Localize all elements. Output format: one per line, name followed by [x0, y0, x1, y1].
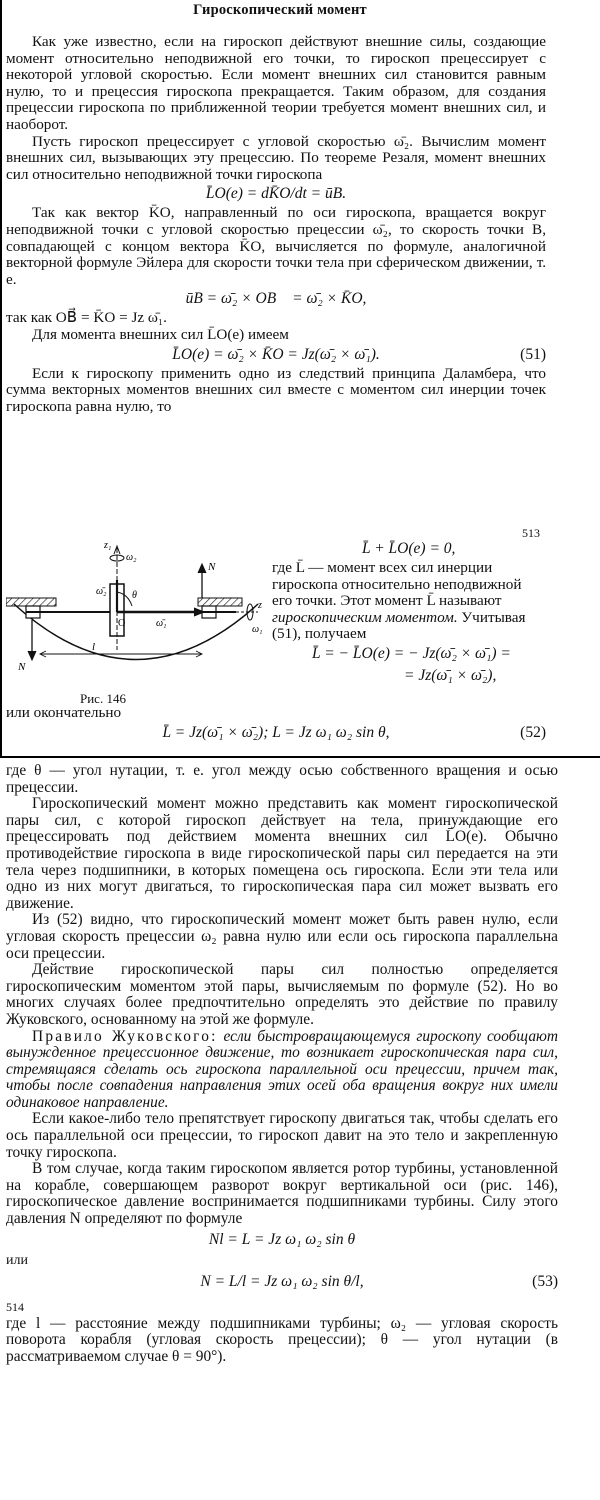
label-omega1: ω₁ [252, 624, 263, 635]
right-text-column [272, 538, 542, 687]
top-text-tail [6, 705, 546, 744]
label-omega2-bar: ω̄₂ [96, 586, 107, 597]
figure-146 [6, 540, 268, 720]
formula: L̄ + L̄O(e) = 0, [362, 540, 456, 557]
formula-53 [6, 1270, 558, 1294]
label-z1: z₁ [104, 540, 112, 551]
rule-heading: Правило Жуковского: [32, 1027, 218, 1045]
paragraph: Если к гироскопу применить одно из следствий принципа Даламбера, что сумма векторных моментов внешних сил вместе с моментом сил инерции точек гироскопа равна нулю, то [6, 364, 546, 415]
bottom-page-fragment [6, 763, 558, 1365]
paragraph: Гироскопический момент можно представить как момент гироскопической пары сил, с которой гироскоп действует на тела, принуждающие его прецессировать под действием момента внешних сил L̄O(e). Обычно противодействие гироскопа в виде гироскопической пары сил передается на эти тела через подшипники, в которых помещена ось гироскопа. Если эти тела или одно из них могут двигаться, то гироскопическая пара сил может вызвать его движение. [6, 795, 558, 912]
page-separator-line [0, 756, 600, 758]
formula: L̄O(e) = dK̄O/dt = ūB. [205, 185, 347, 203]
page-title: Гироскопический момент [193, 2, 367, 18]
formula-text: L̄O(e) = ω̄₂ × K̄O = Jz(ω̄₂ × ω̄₁). [172, 345, 380, 363]
label-l: l [92, 641, 96, 653]
formula: = Jz(ω̄₁ × ω̄₂), [404, 666, 497, 684]
formula-text: L̄ = Jz(ω̄₁ × ω̄₂); L = Jz ω₁ ω₂ sin θ, [162, 723, 390, 741]
equation-number: (52) [520, 723, 546, 741]
paragraph: так как OB⃗ = K̄O = Jz ω̄₁. [6, 309, 167, 327]
label-n-top: N [208, 561, 216, 573]
page-number: 514 [6, 1299, 24, 1314]
left-support [6, 598, 56, 606]
label-omega2: ω₂ [126, 552, 137, 563]
label-theta: θ [132, 590, 137, 601]
left-border-line [0, 0, 2, 757]
paragraph: В том случае, когда таким гироскопом является ротор турбины, установленной на корабле, совершающем разворот вокруг вертикальной оси (рис. 146), гироскопическое давление воспринимается подшипниками турбины. Силу этого давления N определяют по формуле [6, 1160, 558, 1228]
paragraph: Так как вектор K̄O, направленный по оси гироскопа, вращается вокруг неподвижной точки с угловой скоростью прецессии ω̄₂, то скорость точки B, совпадающей с концом вектора K̄O, вычисляется по формуле, аналогичной векторной формуле Эйлера для скорости точки тела при сферическом движении, т. е. [6, 204, 546, 288]
right-support [198, 598, 242, 606]
formula-text: N = L/l = Jz ω₁ ω₂ sin θ/l, [200, 1272, 364, 1290]
connector-word: или [6, 1252, 28, 1268]
equation-number: (51) [520, 345, 546, 363]
formula-52 [6, 722, 546, 744]
paragraph: Пусть гироскоп прецессирует с угловой скоростью ω̄₂. Вычислим момент внешних сил, вызывающих эту прецессию. По теореме Резаля, момент внешних сил относительно неподвижной точки гироскопа [6, 132, 546, 183]
label-n-bottom: N [18, 661, 26, 673]
paragraph-zhukovsky-rule [6, 1029, 558, 1112]
paragraph: где l — расстояние между подшипниками турбины; ω₂ — угловая скорость поворота корабля (угловая скорость прецессии); θ — угол нутации (в рассматриваемом случае θ = 90°). [6, 1314, 558, 1365]
paragraph: или окончательно [6, 704, 122, 721]
label-omega1-bar: ω̄₁ [156, 618, 167, 629]
paragraph: Если какое-либо тело препятствует гироскопу двигаться так, чтобы сделать его ось параллельной оси прецессии, то гироскоп давит на это тело и закрепленную точку гироскопа. [6, 1110, 558, 1161]
figure-caption: Рис. 146 [80, 691, 126, 706]
formula: ūB = ω̄₂ × OB⃗ = ω̄₂ × K̄O, [185, 290, 367, 308]
formula: Nl = L = Jz ω₁ ω₂ sin θ [208, 1230, 356, 1248]
paragraph: Для момента внешних сил L̄O(e) имеем [32, 325, 289, 343]
paragraph: Как уже известно, если на гироскоп действуют внешние силы, создающие момент относительно неподвижной его точки, то гироскоп прецессирует с некоторой угловой скоростью. Если момент внешних сил становится равным нулю, то и прецессия гироскопа прекращается. Таким образом, для создания прецессии гироскопа по приближенной теории требуется момент внешних сил, и наоборот. [6, 33, 546, 133]
paragraph: Из (52) видно, что гироскопический момент может быть равен нулю, если угловая скорость прецессии ω₂ равна нулю или если ось гироскопа параллельна оси прецессии. [6, 911, 558, 962]
equation-number: (53) [532, 1272, 558, 1290]
label-o: O [118, 618, 126, 629]
rule-body: если быстровращающемуся гироскопу сообщают вынужденное прецессионное движение, то возникает гироскопическая пара сил, стремящаяся сделать ось гироскопа параллельной оси прецессии, причем так, чтобы после совпадения направления этих осей оба вращения вокруг них имели одинаковое направление. [6, 1027, 558, 1111]
page-number: 513 [522, 526, 540, 540]
label-z: z [258, 600, 262, 611]
paragraph: где L̄ — момент всех сил инерции гироскопа относительно неподвижной его точки. Этот момент L̄ называют гироскопическим моментом. Учитывая (51), получаем [272, 559, 526, 643]
top-text-column [6, 34, 546, 415]
formula: L̄ = − L̄O(e) = − Jz(ω̄₂ × ω̄₁) = [312, 644, 511, 662]
gyroscope-diagram [6, 540, 268, 690]
paragraph: где θ — угол нутации, т. е. угол между осью собственного вращения и осью прецессии. [6, 762, 558, 796]
paragraph: Действие гироскопической пары сил полностью определяется гироскопическим моментом этой пары, вычисляемым по формуле (52). Но во многих случаях более предпочтительно определять это действие по правилу Жуковского, основанному на этой же формуле. [6, 961, 558, 1028]
formula-51 [6, 344, 546, 366]
